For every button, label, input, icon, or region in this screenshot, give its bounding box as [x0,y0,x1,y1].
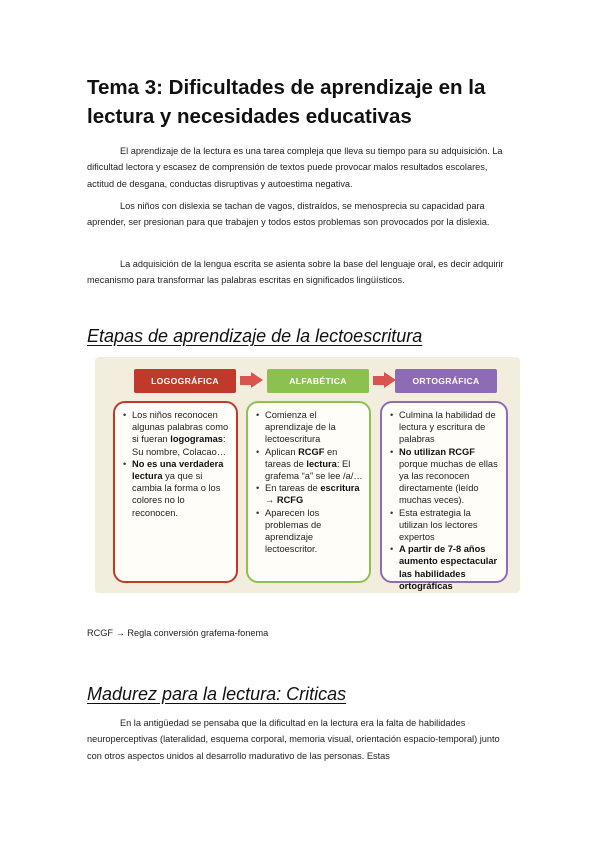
bullet-bold-text: No utilizan RCGF [399,446,475,457]
stage-bullet [265,409,363,446]
stages-diagram [95,357,520,593]
stage-bullet [399,507,500,544]
bullet-text: Aplican [265,446,299,457]
section-heading-etapas: Etapas de aprendizaje de la lectoescritura [87,326,423,346]
bullet-text: : Su nombre, Colacao… [132,434,227,457]
paragraph-3 [87,256,515,289]
title-line-2: lectura y necesidades educativas [87,105,412,128]
stage-bullet [132,458,230,519]
bullet-text: Esta estrategia la utilizan los lectores expertos [399,507,478,543]
bullet-text: : El grafema “a” se lee /a/… [265,458,363,482]
bullet-bold-text: RCGF [298,446,325,457]
rcgf-note: RCGF → Regla conversión grafema-fonema [87,628,269,638]
stage-bullet [399,543,500,592]
bullet-text: en tareas de [265,446,338,469]
arrow-right-icon [384,372,396,388]
document-title [87,73,527,131]
stage-bullet [132,409,230,458]
bullet-bold-text: No es una verdadera lectura [132,458,224,482]
bullet-text: porque muchas de ellas ya las reconocen directamente (leído muchas veces). [399,458,498,506]
bullet-text: Los niños reconocen algunas palabras como si fueran [132,410,229,445]
paragraph-4 [87,715,515,764]
paragraph-4-text: En la antigüedad se pensaba que la dificultad en la lectura era la falta de habilidades neuroperceptivas (lateralidad, esquema corporal, memoria visual, orientación espacio-temporal) junto con otros aspectos unidos al desarrollo madurativo de las personas. Estas [87,718,500,761]
bullet-text: Aparecen los problemas de aprendizaje lectoescritor. [265,507,322,555]
stage-header-logografica: LOGOGRÁFICA [134,369,236,393]
paragraph-1-text: El aprendizaje de la lectura es una tarea compleja que lleva su tiempo para su adquisición. La dificultad lectora y escasez de comprensión de textos puede provocar malos resultados escolares, actitud de desgana, conductas disruptivas y autoestima negativa. [87,146,503,189]
paragraph-1 [87,143,515,192]
title-line-1: Tema 3: Dificultades de aprendizaje en la [87,76,486,99]
stage-list-logografica [122,409,230,519]
bullet-bold-text: escritura → RCFG [265,483,360,506]
stage-list-alfabetica [255,409,363,555]
arrow-right-icon [251,372,263,388]
stage-bullet [265,446,363,483]
stage-box-alfabetica [246,401,371,583]
bullet-text: Comienza el aprendizaje de la lectoescritura [265,410,336,445]
paragraph-2 [87,198,515,231]
stage-header-alfabetica: ALFABÉTICA [267,369,369,393]
bullet-bold-text: A partir de 7-8 años aumento espectacular las habilidades ortográficas [399,544,498,591]
section-heading-madurez: Madurez para la lectura: Criticas [87,684,347,704]
bullet-text: En tareas de [265,483,321,494]
bullet-bold-text: lectura [306,458,337,469]
stage-bullet [265,507,363,556]
stage-bullet [399,446,500,507]
bullet-text: ya que si cambia la forma o los colores no lo reconocen. [132,471,221,518]
bullet-text: Culmina la habilidad de lectura y escritura de palabras [399,410,496,445]
stage-list-ortografica [389,409,500,592]
stage-box-logografica [113,401,238,583]
stage-bullet [399,409,500,446]
paragraph-2-text: Los niños con dislexia se tachan de vagos, distraídos, se menosprecia su capacidad para aprender, ser presionan para que trabajen y todos estos problemas son provocados por la dislexia. [87,201,490,228]
bullet-bold-text: logogramas [170,434,223,445]
paragraph-3-text: La adquisición de la lengua escrita se asienta sobre la base del lenguaje oral, es decir adquirir mecanismo para transformar las palabras escritas en significados lingüísticos. [87,259,504,286]
stage-bullet [265,482,363,506]
stage-header-ortografica: ORTOGRÁFICA [395,369,497,393]
stage-box-ortografica [380,401,508,591]
